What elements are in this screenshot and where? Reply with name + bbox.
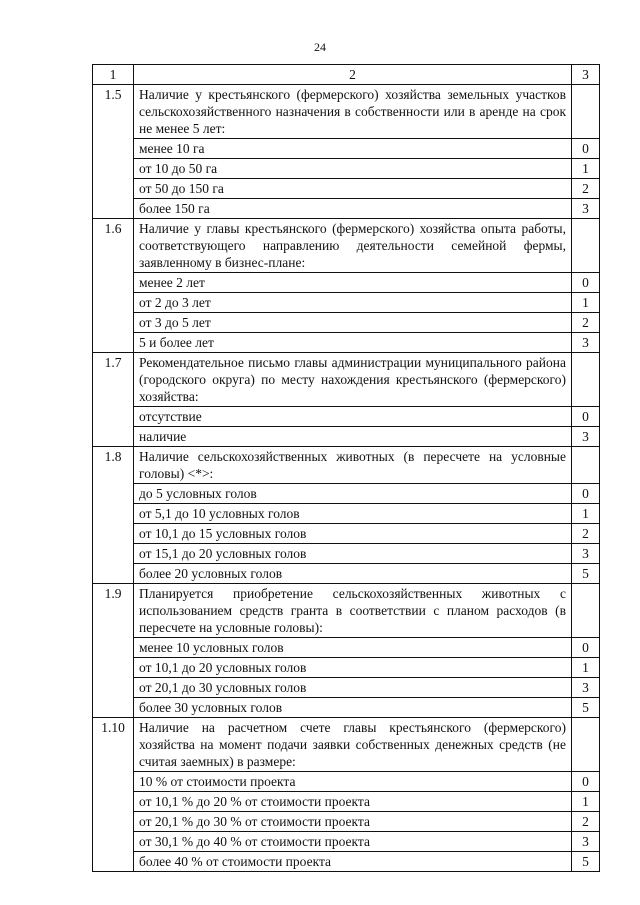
option-score: 3 [572,544,600,564]
option-score: 0 [572,772,600,792]
option-score: 3 [572,427,600,447]
section-title: Планируется приобретение сельскохозяйственных животных с использованием средств гранта в соответствии с планом расходов (в пересчете на условные головы): [134,584,572,638]
option-score: 1 [572,293,600,313]
option-row [93,792,600,812]
section-number: 1.10 [93,718,134,872]
option-label: до 5 условных голов [134,484,572,504]
page-number: 24 [314,40,326,54]
option-score: 5 [572,698,600,718]
option-label: от 10,1 до 15 условных голов [134,524,572,544]
option-row [93,678,600,698]
option-score: 0 [572,638,600,658]
section-title-row [93,219,600,273]
option-score: 0 [572,139,600,159]
option-label: более 150 га [134,199,572,219]
option-score: 1 [572,658,600,678]
option-score: 1 [572,159,600,179]
section-title: Рекомендательное письмо главы администрации муниципального района (городского округа) по месту нахождения крестьянского (фермерского) хозяйства: [134,353,572,407]
section-score-blank [572,447,600,484]
option-score: 3 [572,199,600,219]
section-score-blank [572,85,600,139]
option-score: 0 [572,273,600,293]
option-label: от 3 до 5 лет [134,313,572,333]
option-row [93,199,600,219]
option-row [93,832,600,852]
option-label: от 20,1 % до 30 % от стоимости проекта [134,812,572,832]
option-row [93,812,600,832]
option-score: 1 [572,792,600,812]
option-label: от 5,1 до 10 условных голов [134,504,572,524]
option-row [93,159,600,179]
option-score: 2 [572,812,600,832]
option-label: менее 2 лет [134,273,572,293]
section-score-blank [572,718,600,772]
option-row [93,179,600,199]
option-label: от 10 до 50 га [134,159,572,179]
option-score: 5 [572,852,600,872]
section-title-row [93,447,600,484]
section-title: Наличие сельскохозяйственных животных (в пересчете на условные головы) <*>: [134,447,572,484]
option-label: от 10,1 до 20 условных голов [134,658,572,678]
option-label: от 50 до 150 га [134,179,572,199]
section-title-row [93,718,600,772]
header-cell: 1 [93,65,134,85]
option-row [93,544,600,564]
option-row [93,407,600,427]
option-row [93,484,600,504]
section-number: 1.7 [93,353,134,447]
option-score: 5 [572,564,600,584]
option-label: от 20,1 до 30 условных голов [134,678,572,698]
option-label: более 30 условных голов [134,698,572,718]
option-label: отсутствие [134,407,572,427]
option-label: от 10,1 % до 20 % от стоимости проекта [134,792,572,812]
option-label: менее 10 га [134,139,572,159]
option-score: 0 [572,407,600,427]
option-score: 2 [572,524,600,544]
section-score-blank [572,353,600,407]
option-row [93,638,600,658]
criteria-table [92,64,600,872]
section-number: 1.5 [93,85,134,219]
section-number: 1.6 [93,219,134,353]
header-cell: 3 [572,65,600,85]
section-title: Наличие на расчетном счете главы крестьянского (фермерского) хозяйства на момент подачи заявки собственных денежных средств (не считая заемных) в размере: [134,718,572,772]
option-score: 3 [572,832,600,852]
option-label: наличие [134,427,572,447]
section-score-blank [572,219,600,273]
option-label: от 15,1 до 20 условных голов [134,544,572,564]
option-row [93,273,600,293]
option-row [93,139,600,159]
option-row [93,852,600,872]
option-row [93,658,600,678]
section-number: 1.8 [93,447,134,584]
table-header-row [93,65,600,85]
section-score-blank [572,584,600,638]
option-row [93,313,600,333]
option-label: 10 % от стоимости проекта [134,772,572,792]
option-row [93,504,600,524]
option-score: 3 [572,678,600,698]
section-title-row [93,353,600,407]
option-score: 1 [572,504,600,524]
option-score: 2 [572,313,600,333]
option-row [93,772,600,792]
section-title-row [93,85,600,139]
option-row [93,698,600,718]
option-label: менее 10 условных голов [134,638,572,658]
section-title: Наличие у главы крестьянского (фермерского) хозяйства опыта работы, соответствующего направлению деятельности семейной фермы, заявленному в бизнес-плане: [134,219,572,273]
option-row [93,333,600,353]
option-score: 3 [572,333,600,353]
option-label: более 20 условных голов [134,564,572,584]
option-row [93,564,600,584]
option-label: 5 и более лет [134,333,572,353]
section-number: 1.9 [93,584,134,718]
section-title: Наличие у крестьянского (фермерского) хозяйства земельных участков сельскохозяйственного назначения в собственности или в аренде на срок не менее 5 лет: [134,85,572,139]
option-label: от 2 до 3 лет [134,293,572,313]
option-row [93,524,600,544]
section-title-row [93,584,600,638]
option-row [93,293,600,313]
option-score: 0 [572,484,600,504]
option-label: более 40 % от стоимости проекта [134,852,572,872]
header-cell: 2 [134,65,572,85]
option-row [93,427,600,447]
option-score: 2 [572,179,600,199]
option-label: от 30,1 % до 40 % от стоимости проекта [134,832,572,852]
